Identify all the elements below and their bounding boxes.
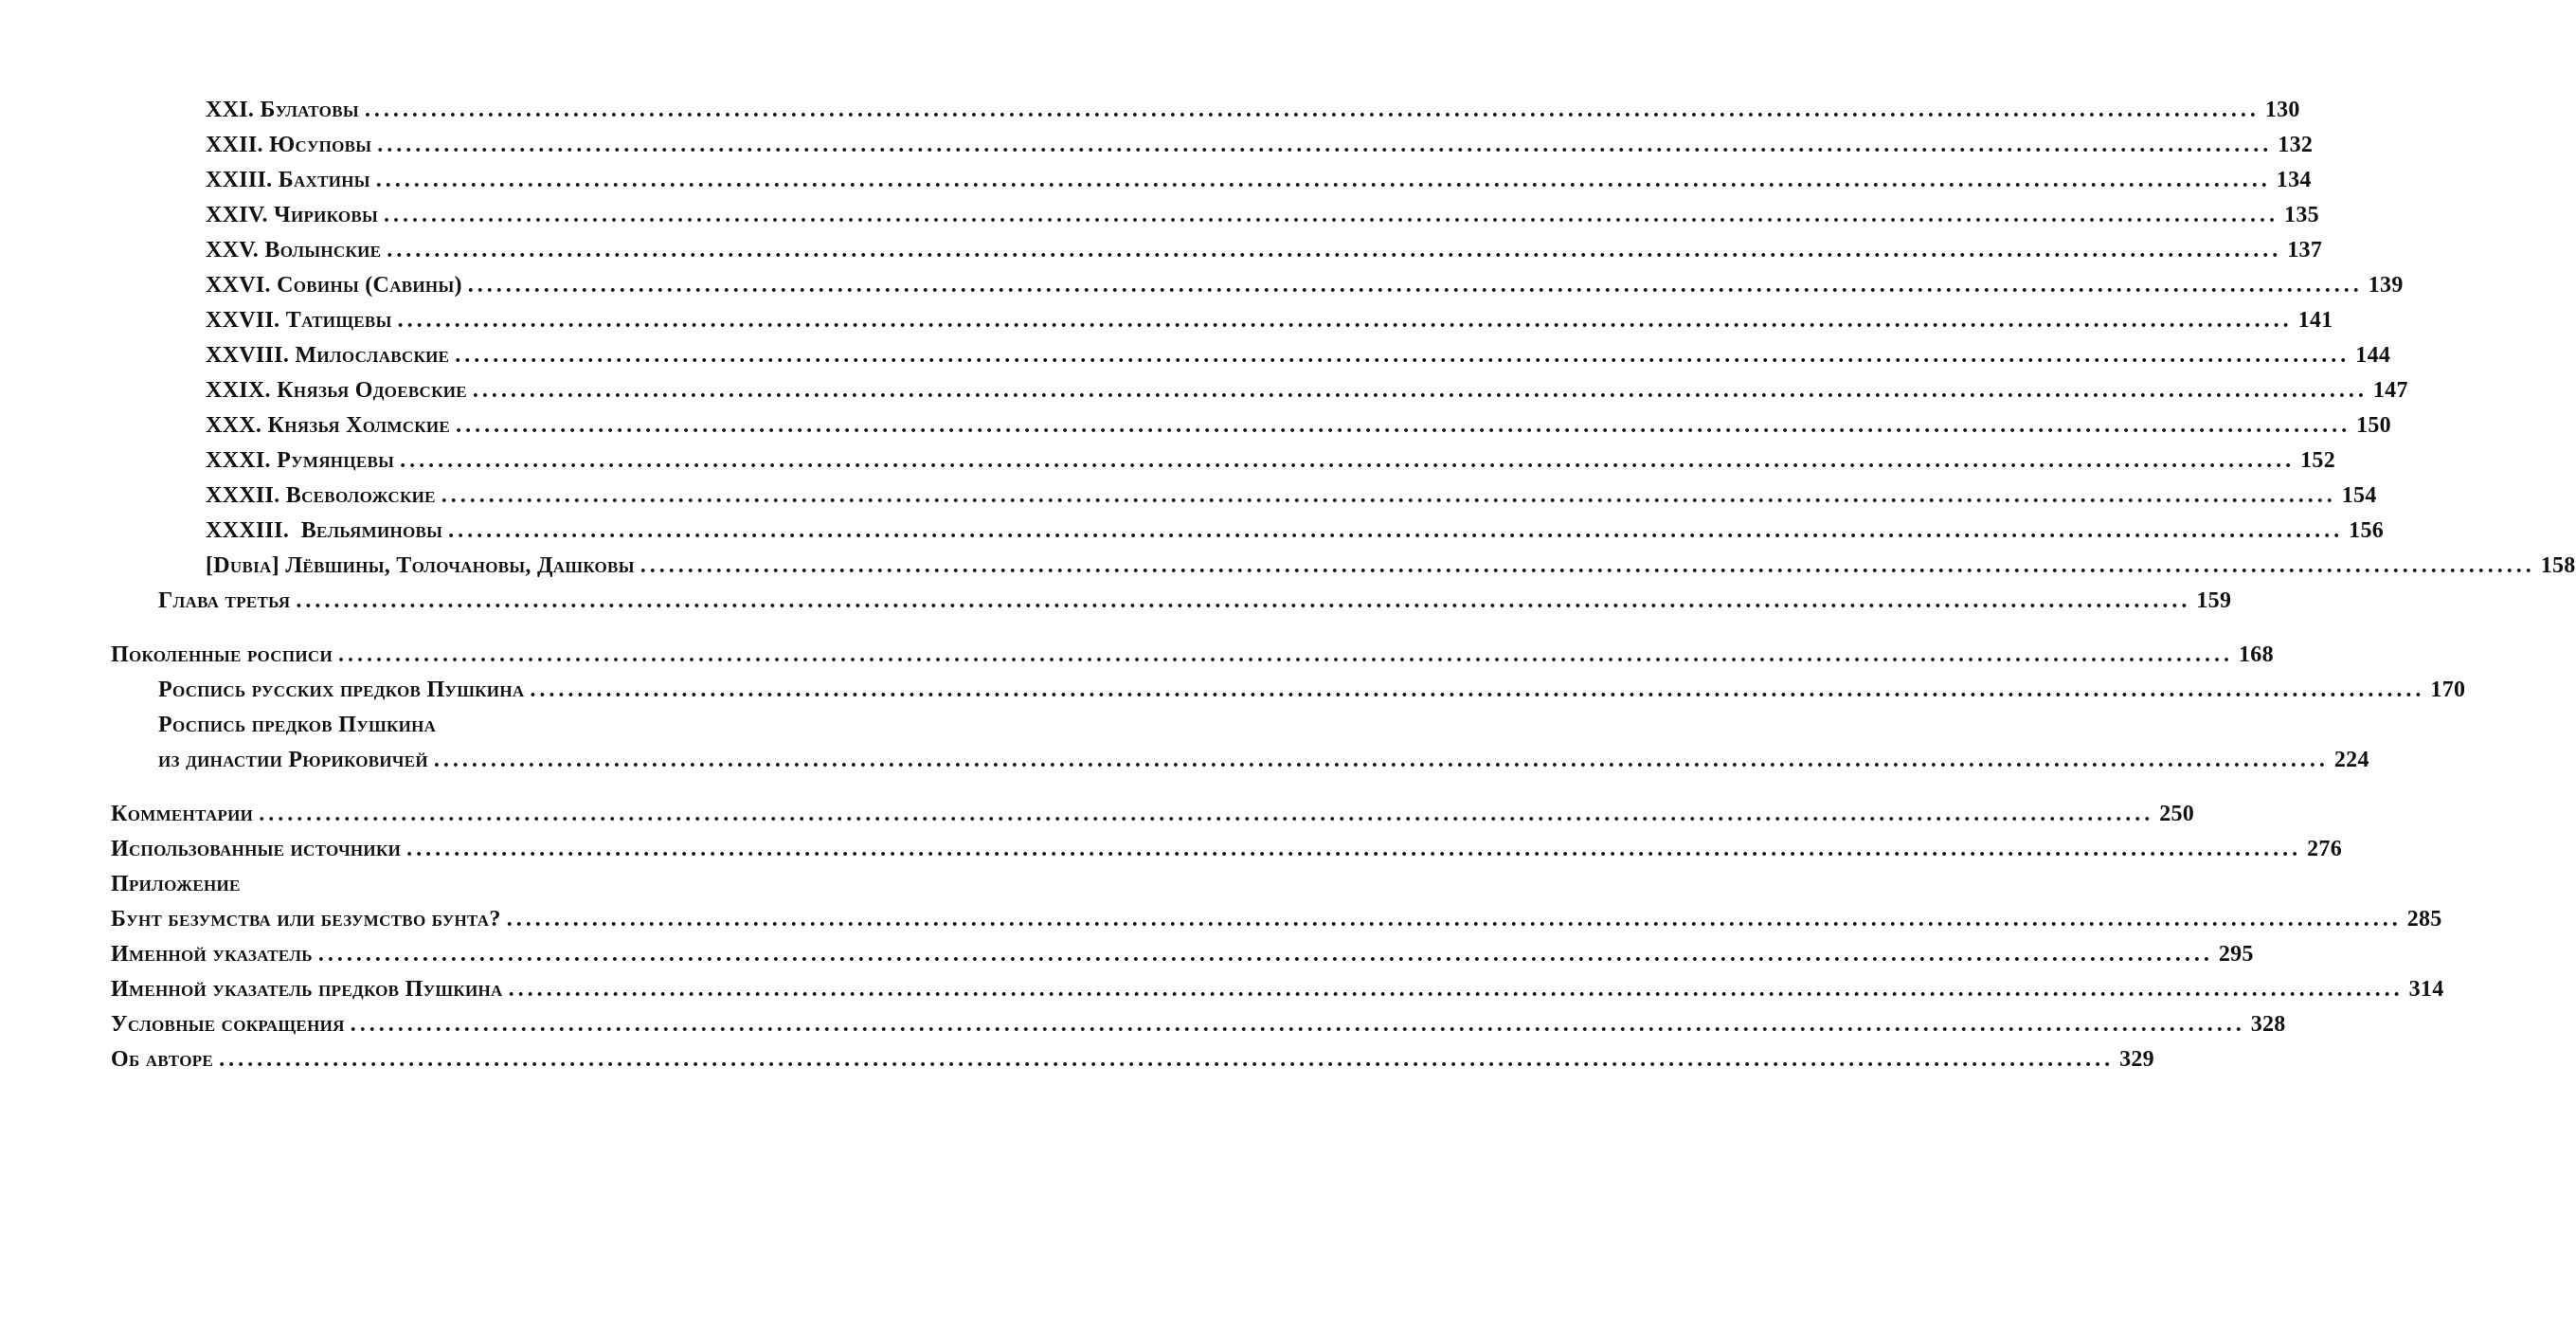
toc-entry-page: 137 [2287,238,2323,262]
toc-entry-page: 168 [2239,642,2274,667]
dot-leader: ........................................................................................................................................................................................................ [364,98,2260,122]
dot-leader: ........................................................................................................................................................................................................ [387,238,2282,262]
toc-entry-title: XXXI. Румянцевы [206,448,395,473]
toc-entry-title: [Dubia] Лёвшины, Толочановы, Дашковы [206,553,635,578]
toc-entry-title: XXVI. Совины (Савины) [206,273,462,298]
toc-entry-page: 250 [2159,802,2195,826]
dot-leader: ........................................................................................................................................................................................................ [375,168,2271,192]
dot-leader: ........................................................................................................................................................................................................ [406,837,2302,861]
toc-entry[interactable] [0,408,2391,443]
toc-section [0,93,2576,619]
toc-entry-page: 139 [2368,273,2404,298]
dot-leader: ........................................................................................................................................................................................................ [441,483,2336,508]
toc-entry[interactable] [0,937,2254,972]
toc-entry[interactable] [0,163,2312,198]
toc-entry-page: 134 [2276,168,2312,192]
toc-entry-page: 314 [2408,977,2444,1002]
toc-entry-page: 150 [2356,413,2391,438]
toc-entry[interactable] [0,743,2369,778]
dot-leader: ........................................................................................................................................................................................................ [467,273,2363,298]
toc-entry[interactable] [0,902,2442,937]
toc-entry-title: Роспись предков Пушкина [158,713,437,737]
toc-entry-title: XXIII. Бахтины [206,168,370,192]
toc-entry-title: Поколенные росписи [111,642,333,667]
dot-leader: ........................................................................................................................................................................................................ [219,1047,2115,1072]
dot-leader: ........................................................................................................................................................................................................ [472,378,2368,403]
toc-section [0,797,2444,1077]
toc-entry-title: Приложение [111,872,241,896]
toc-entry[interactable] [0,708,947,743]
toc-entry-title: XXX. Князья Холмские [206,413,451,438]
toc-entry[interactable] [0,268,2404,303]
toc-entry-title: Именной указатель предков Пушкина [111,977,503,1002]
toc-entry-page: 158 [2540,553,2576,578]
toc-entry-page: 159 [2196,588,2232,613]
toc-entry-title: Бунт безумства или безумство бунта? [111,907,501,931]
toc-entry-page: 135 [2284,203,2319,227]
dot-leader: ........................................................................................................................................................................................................ [338,642,2233,667]
toc-entry-title: Именной указатель [111,942,313,967]
toc-entry-page: 224 [2333,748,2369,772]
toc-entry[interactable] [0,303,2333,338]
dot-leader: ........................................................................................................................................................................................................ [448,518,2344,543]
dot-leader: ........................................................................................................................................................................................................ [350,1012,2245,1037]
toc-entry[interactable] [0,338,2391,373]
toc-entry[interactable] [0,972,2444,1007]
toc-entry-title: XXIV. Чириковы [206,203,379,227]
toc-entry-page: 132 [2278,133,2314,157]
toc-entry[interactable] [0,584,2232,619]
toc-entry-page: 152 [2300,448,2336,473]
dot-leader: ........................................................................................................................................................................................................ [455,343,2351,368]
toc-entry-page: 130 [2264,98,2300,122]
dot-leader: ........................................................................................................................................................................................................ [433,748,2329,772]
dot-leader: ........................................................................................................................................................................................................ [506,907,2402,931]
toc-entry-title: Использованные источники [111,837,402,861]
toc-entry-title: XXII. Юсуповы [206,133,372,157]
toc-entry[interactable] [0,549,2576,584]
toc-entry[interactable] [0,797,2195,832]
toc-entry-page: 295 [2218,942,2254,967]
toc-entry[interactable] [0,1007,2286,1042]
toc-entry-page: 154 [2341,483,2377,508]
toc-entry-title: Условные сокращения [111,1012,345,1037]
toc-entry[interactable] [0,867,947,902]
table-of-contents [0,93,2576,1096]
dot-leader: ........................................................................................................................................................................................................ [456,413,2351,438]
toc-entry-page: 156 [2349,518,2385,543]
toc-entry-page: 328 [2250,1012,2286,1037]
toc-entry-page: 170 [2430,678,2466,702]
toc-entry[interactable] [0,443,2336,479]
toc-entry-title: XXXII. Всеволожские [206,483,436,508]
dot-leader: ........................................................................................................................................................................................................ [317,942,2213,967]
toc-entry-title: XXI. Булатовы [206,98,359,122]
toc-entry-page: 141 [2297,308,2333,333]
dot-leader: ........................................................................................................................................................................................................ [384,203,2279,227]
dot-leader: ........................................................................................................................................................................................................ [296,588,2191,613]
toc-entry[interactable] [0,479,2377,514]
toc-entry[interactable] [0,832,2343,867]
toc-entry-title: Глава третья [158,588,291,613]
toc-entry[interactable] [0,673,2466,708]
dot-leader: ........................................................................................................................................................................................................ [639,553,2535,578]
toc-entry-page: 147 [2372,378,2408,403]
dot-leader: ........................................................................................................................................................................................................ [508,977,2404,1002]
dot-leader: ........................................................................................................................................................................................................ [259,802,2154,826]
toc-entry[interactable] [0,198,2319,233]
dot-leader: ........................................................................................................................................................................................................ [397,308,2293,333]
toc-entry[interactable] [0,233,2323,268]
dot-leader: ........................................................................................................................................................................................................ [400,448,2296,473]
toc-entry[interactable] [0,638,2274,673]
toc-entry-page: 276 [2307,837,2343,861]
toc-entry-title: XXV. Волынские [206,238,382,262]
toc-entry-page: 144 [2355,343,2391,368]
toc-entry-title: XXIX. Князья Одоевские [206,378,467,403]
toc-entry[interactable] [0,128,2314,163]
toc-entry-page: 329 [2119,1047,2154,1072]
toc-section [0,638,2466,778]
dot-leader: ........................................................................................................................................................................................................ [530,678,2425,702]
toc-entry-title: Роспись русских предков Пушкина [158,678,525,702]
toc-entry-title: XXVIII. Милославские [206,343,450,368]
toc-entry-title: Комментарии [111,802,254,826]
dot-leader: ........................................................................................................................................................................................................ [377,133,2273,157]
toc-entry-title: из династии Рюриковичей [158,748,428,772]
toc-entry[interactable] [0,514,2385,549]
toc-entry-title: XXXIII. Вельяминовы [206,518,443,543]
toc-entry[interactable] [0,1042,2154,1077]
toc-entry[interactable] [0,93,2300,128]
toc-entry-title: XXVII. Татищевы [206,308,392,333]
toc-entry-title: Об авторе [111,1047,214,1072]
toc-entry[interactable] [0,373,2408,408]
toc-entry-page: 285 [2406,907,2442,931]
